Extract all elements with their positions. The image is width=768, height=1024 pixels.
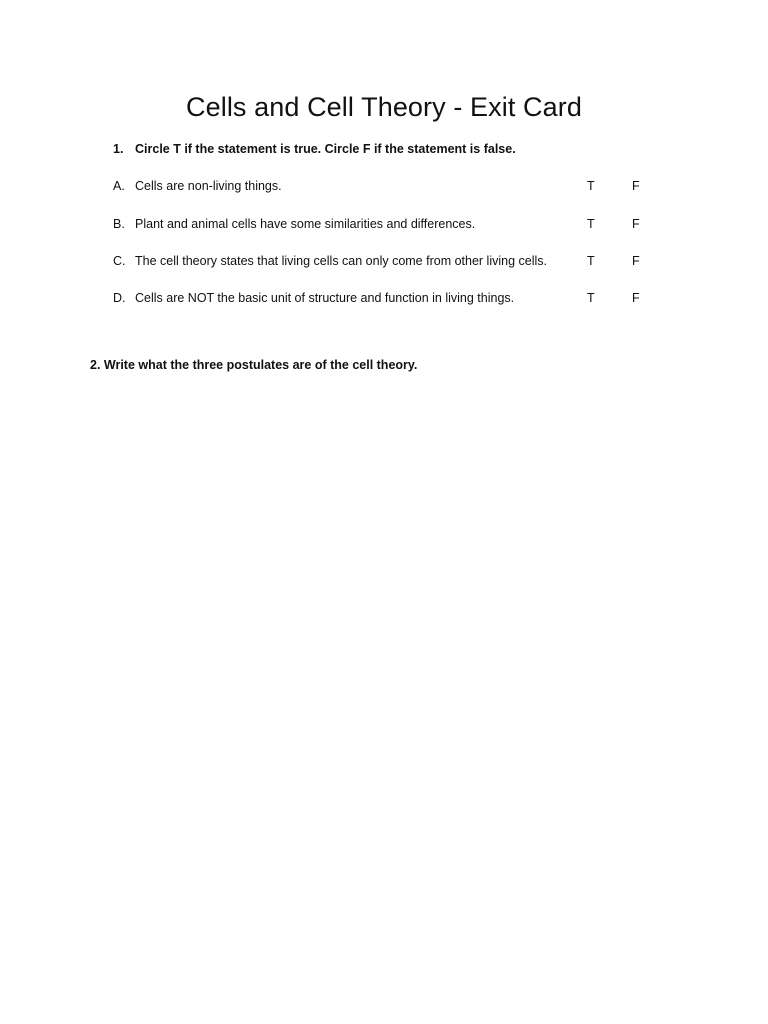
statement-letter: A. [113,179,125,193]
statement-row-a [113,179,653,197]
question-2-text: 2. Write what the three postulates are of the cell theory. [90,358,418,372]
false-option[interactable]: F [632,217,640,231]
statement-row-c [113,254,653,272]
statement-letter: D. [113,291,126,305]
statement-letter: C. [113,254,126,268]
statement-row-b [113,217,653,235]
question-text: Circle T if the statement is true. Circle F if the statement is false. [135,142,516,156]
question-1-instruction [113,142,516,156]
statement-text: The cell theory states that living cells can only come from other living cells. [135,254,547,268]
statement-text: Cells are NOT the basic unit of structure and function in living things. [135,291,515,305]
true-option[interactable]: T [587,217,595,231]
statement-row-d [113,291,653,309]
page-title: Cells and Cell Theory - Exit Card [186,92,582,122]
false-option[interactable]: F [632,254,640,268]
true-option[interactable]: T [587,291,595,305]
question-number: 1. [113,142,124,156]
statement-text: Plant and animal cells have some similarities and differences. [135,217,476,231]
statement-letter: B. [113,217,125,231]
false-option[interactable]: F [632,179,640,193]
statement-text: Cells are non-living things. [135,179,282,193]
false-option[interactable]: F [632,291,640,305]
true-option[interactable]: T [587,179,595,193]
true-option[interactable]: T [587,254,595,268]
